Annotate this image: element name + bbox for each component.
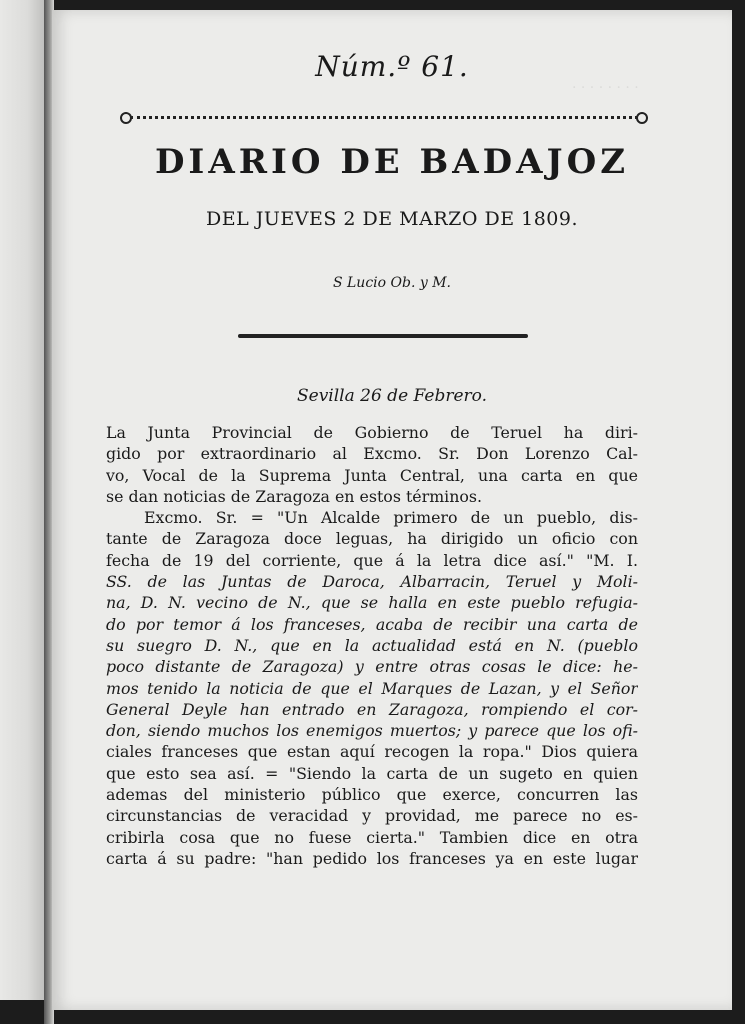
issue-number: Núm.º 61.	[315, 50, 469, 83]
article-line: circunstancias de veracidad y providad, me parece no es-	[106, 806, 638, 826]
article-line: General Deyle han entrado en Zaragoza, rompiendo el cor-	[106, 699, 638, 719]
article-line: vo, Vocal de la Suprema Junta Central, una carta en que	[106, 465, 638, 485]
article-line: tante de Zaragoza doce leguas, ha dirigido un oficio con	[106, 529, 638, 549]
article-line: gido por extraordinario al Excmo. Sr. Don Lorenzo Cal-	[106, 444, 638, 464]
article-line: ciales franceses que estan aquí recogen la ropa." Dios quiera	[106, 742, 638, 762]
article-line: se dan noticias de Zaragoza en estos términos.	[106, 486, 483, 506]
facing-page-edge	[0, 0, 46, 1000]
article-line: ademas del ministerio público que exerce, concurren las	[106, 785, 638, 805]
article-line: na, D. N. vecino de N., que se halla en este pueblo refugia-	[106, 593, 638, 613]
newspaper-title: DIARIO DE BADAJOZ	[154, 142, 630, 182]
ornamental-rule	[130, 116, 638, 119]
newspaper-page	[52, 10, 732, 1010]
article-line: cribirla cosa que no fuese cierta." Tambien dice en otra	[106, 827, 638, 847]
article-line: SS. de las Juntas de Daroca, Albarracin, Teruel y Moli-	[106, 572, 638, 592]
article-line: su suegro D. N., que en la actualidad está en N. (pueblo	[106, 635, 638, 655]
article-line: poco distante de Zaragoza) y entre otras cosas le dice: he-	[106, 657, 638, 677]
article-dateline: Sevilla 26 de Febrero.	[296, 386, 487, 406]
article-line: don, siendo muchos los enemigos muertos; y parece que los ofi-	[106, 721, 638, 741]
article-line: mos tenido la noticia de que el Marques de Lazan, y el Señor	[106, 678, 638, 698]
section-divider	[238, 334, 528, 338]
article-line: carta á su padre: "han pedido los franceses ya en este lugar	[106, 848, 638, 868]
issue-date: DEL JUEVES 2 DE MARZO DE 1809.	[205, 208, 578, 230]
article-line: fecha de 19 del corriente, que á la letra dice así." "M. I.	[106, 550, 638, 570]
article-line: Excmo. Sr. = "Un Alcalde primero de un pueblo, dis-	[144, 508, 638, 528]
bleed-through: · · · · · · · ·	[572, 80, 639, 96]
saints-of-day: S Lucio Ob. y M.	[332, 275, 452, 291]
article-line: La Junta Provincial de Gobierno de Teruel ha diri-	[106, 423, 638, 442]
article-body	[106, 422, 638, 869]
article-line: que esto sea así. = "Siendo la carta de un sugeto en quien	[106, 763, 638, 783]
article-line: do por temor á los franceses, acaba de recibir una carta de	[106, 614, 638, 634]
